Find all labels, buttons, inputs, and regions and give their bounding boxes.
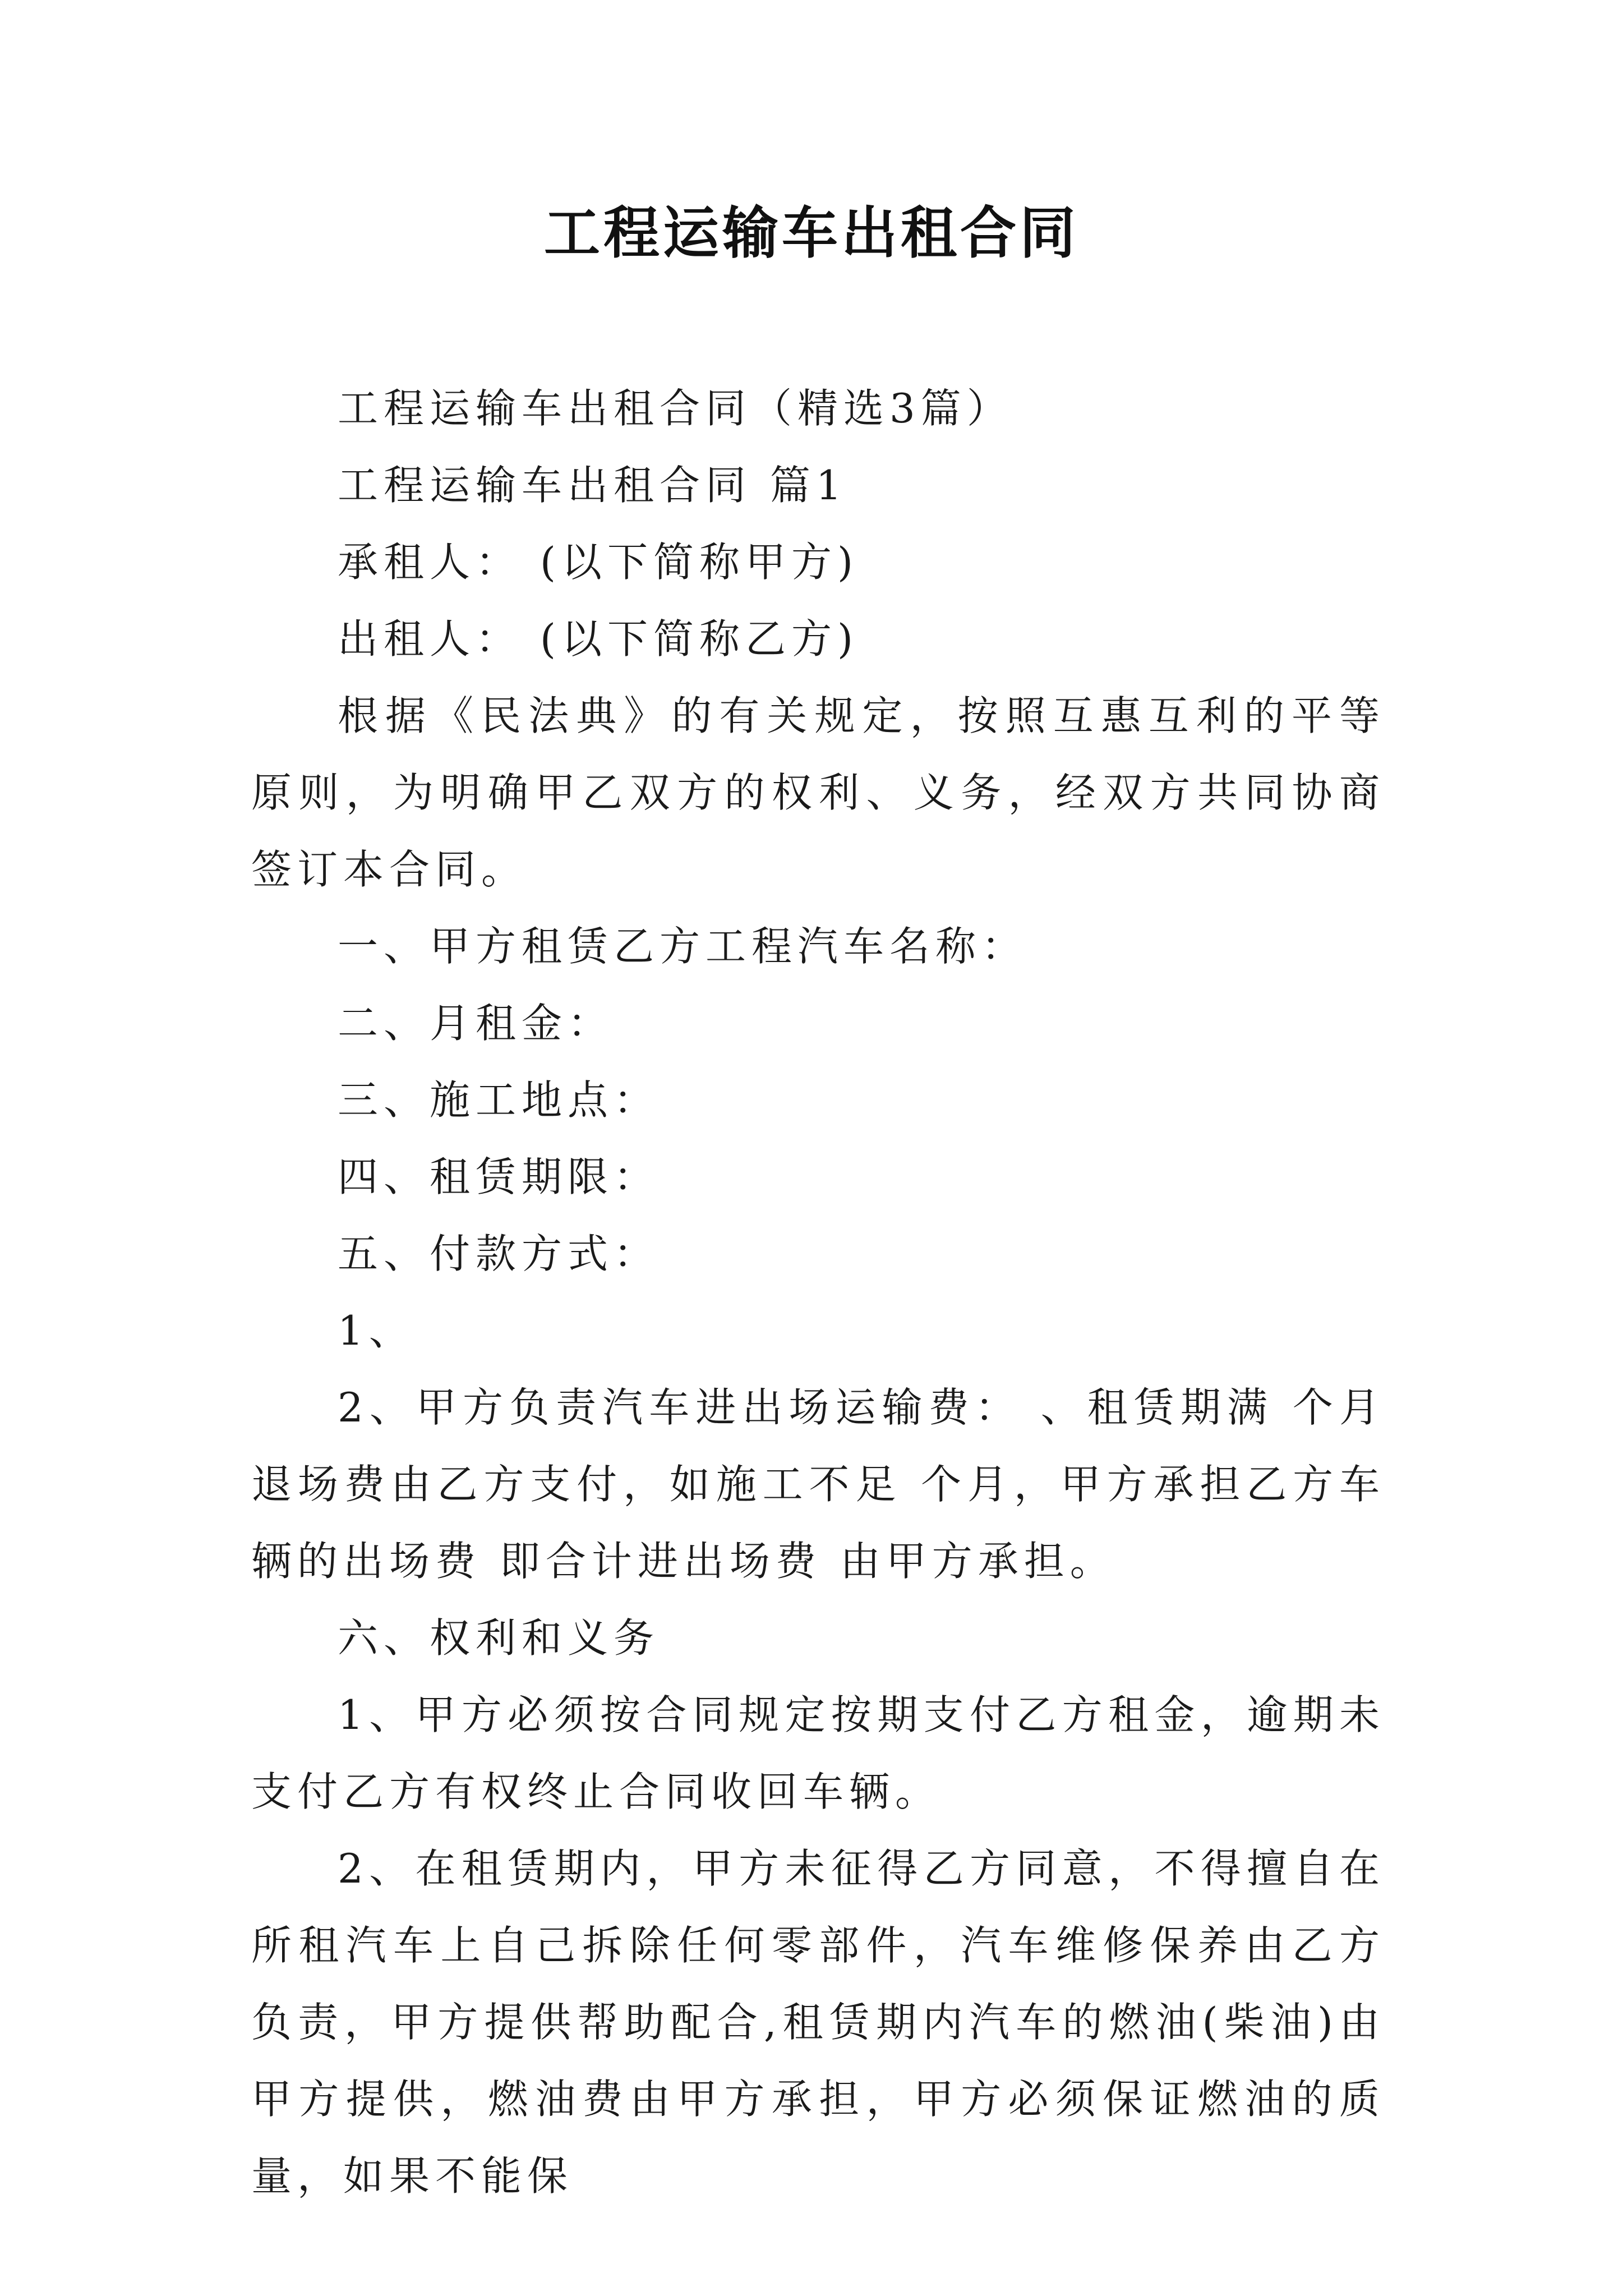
document-title: 工程运输车出租合同 [544, 200, 1079, 266]
paragraph-preamble: 根据《民法典》的有关规定，按照互惠互利的平等原则，为明确甲乙双方的权利、义务，经双方共同协商签订本合同。 [251, 692, 1385, 893]
document-body [251, 370, 1385, 2215]
paragraph-clause-6: 六、权利和义务 [338, 1614, 660, 1662]
paragraph-item-1: 1、 [338, 1307, 415, 1354]
paragraph-clause-5: 五、付款方式： [338, 1230, 660, 1277]
paragraph-duty-2: 2、在租赁期内，甲方未征得乙方同意，不得擅自在所租汽车上自己拆除任何零部件，汽车维修保养由乙方负责，甲方提供帮助配合,租赁期内汽车的燃油(柴油)由甲方提供，燃油费由甲方承担，甲方必须保证燃油的质量，如果不能保 [251, 1845, 1385, 2200]
paragraph-duty-1: 1、甲方必须按合同规定按期支付乙方租金，逾期未支付乙方有权终止合同收回车辆。 [251, 1691, 1385, 1815]
paragraph-subtitle: 工程运输车出租合同（精选3篇） [338, 385, 1013, 432]
paragraph-clause-4: 四、租赁期限： [338, 1153, 660, 1200]
paragraph-item-2: 2、甲方负责汽车进出场运输费： 、租赁期满 个月退场费由乙方支付，如施工不足 个月，甲方承担乙方车辆的出场费 即合计进出场费 由甲方承担。 [251, 1384, 1385, 1585]
paragraph-clause-1: 一、甲方租赁乙方工程汽车名称： [338, 923, 1028, 970]
paragraph-section-heading: 工程运输车出租合同 篇1 [338, 462, 847, 509]
paragraph-clause-2: 二、月租金： [338, 1000, 614, 1047]
paragraph-lessee: 承租人： (以下简称甲方) [338, 539, 859, 586]
paragraph-clause-3: 三、施工地点： [338, 1076, 660, 1124]
paragraph-lessor: 出租人： (以下简称乙方) [338, 615, 859, 662]
